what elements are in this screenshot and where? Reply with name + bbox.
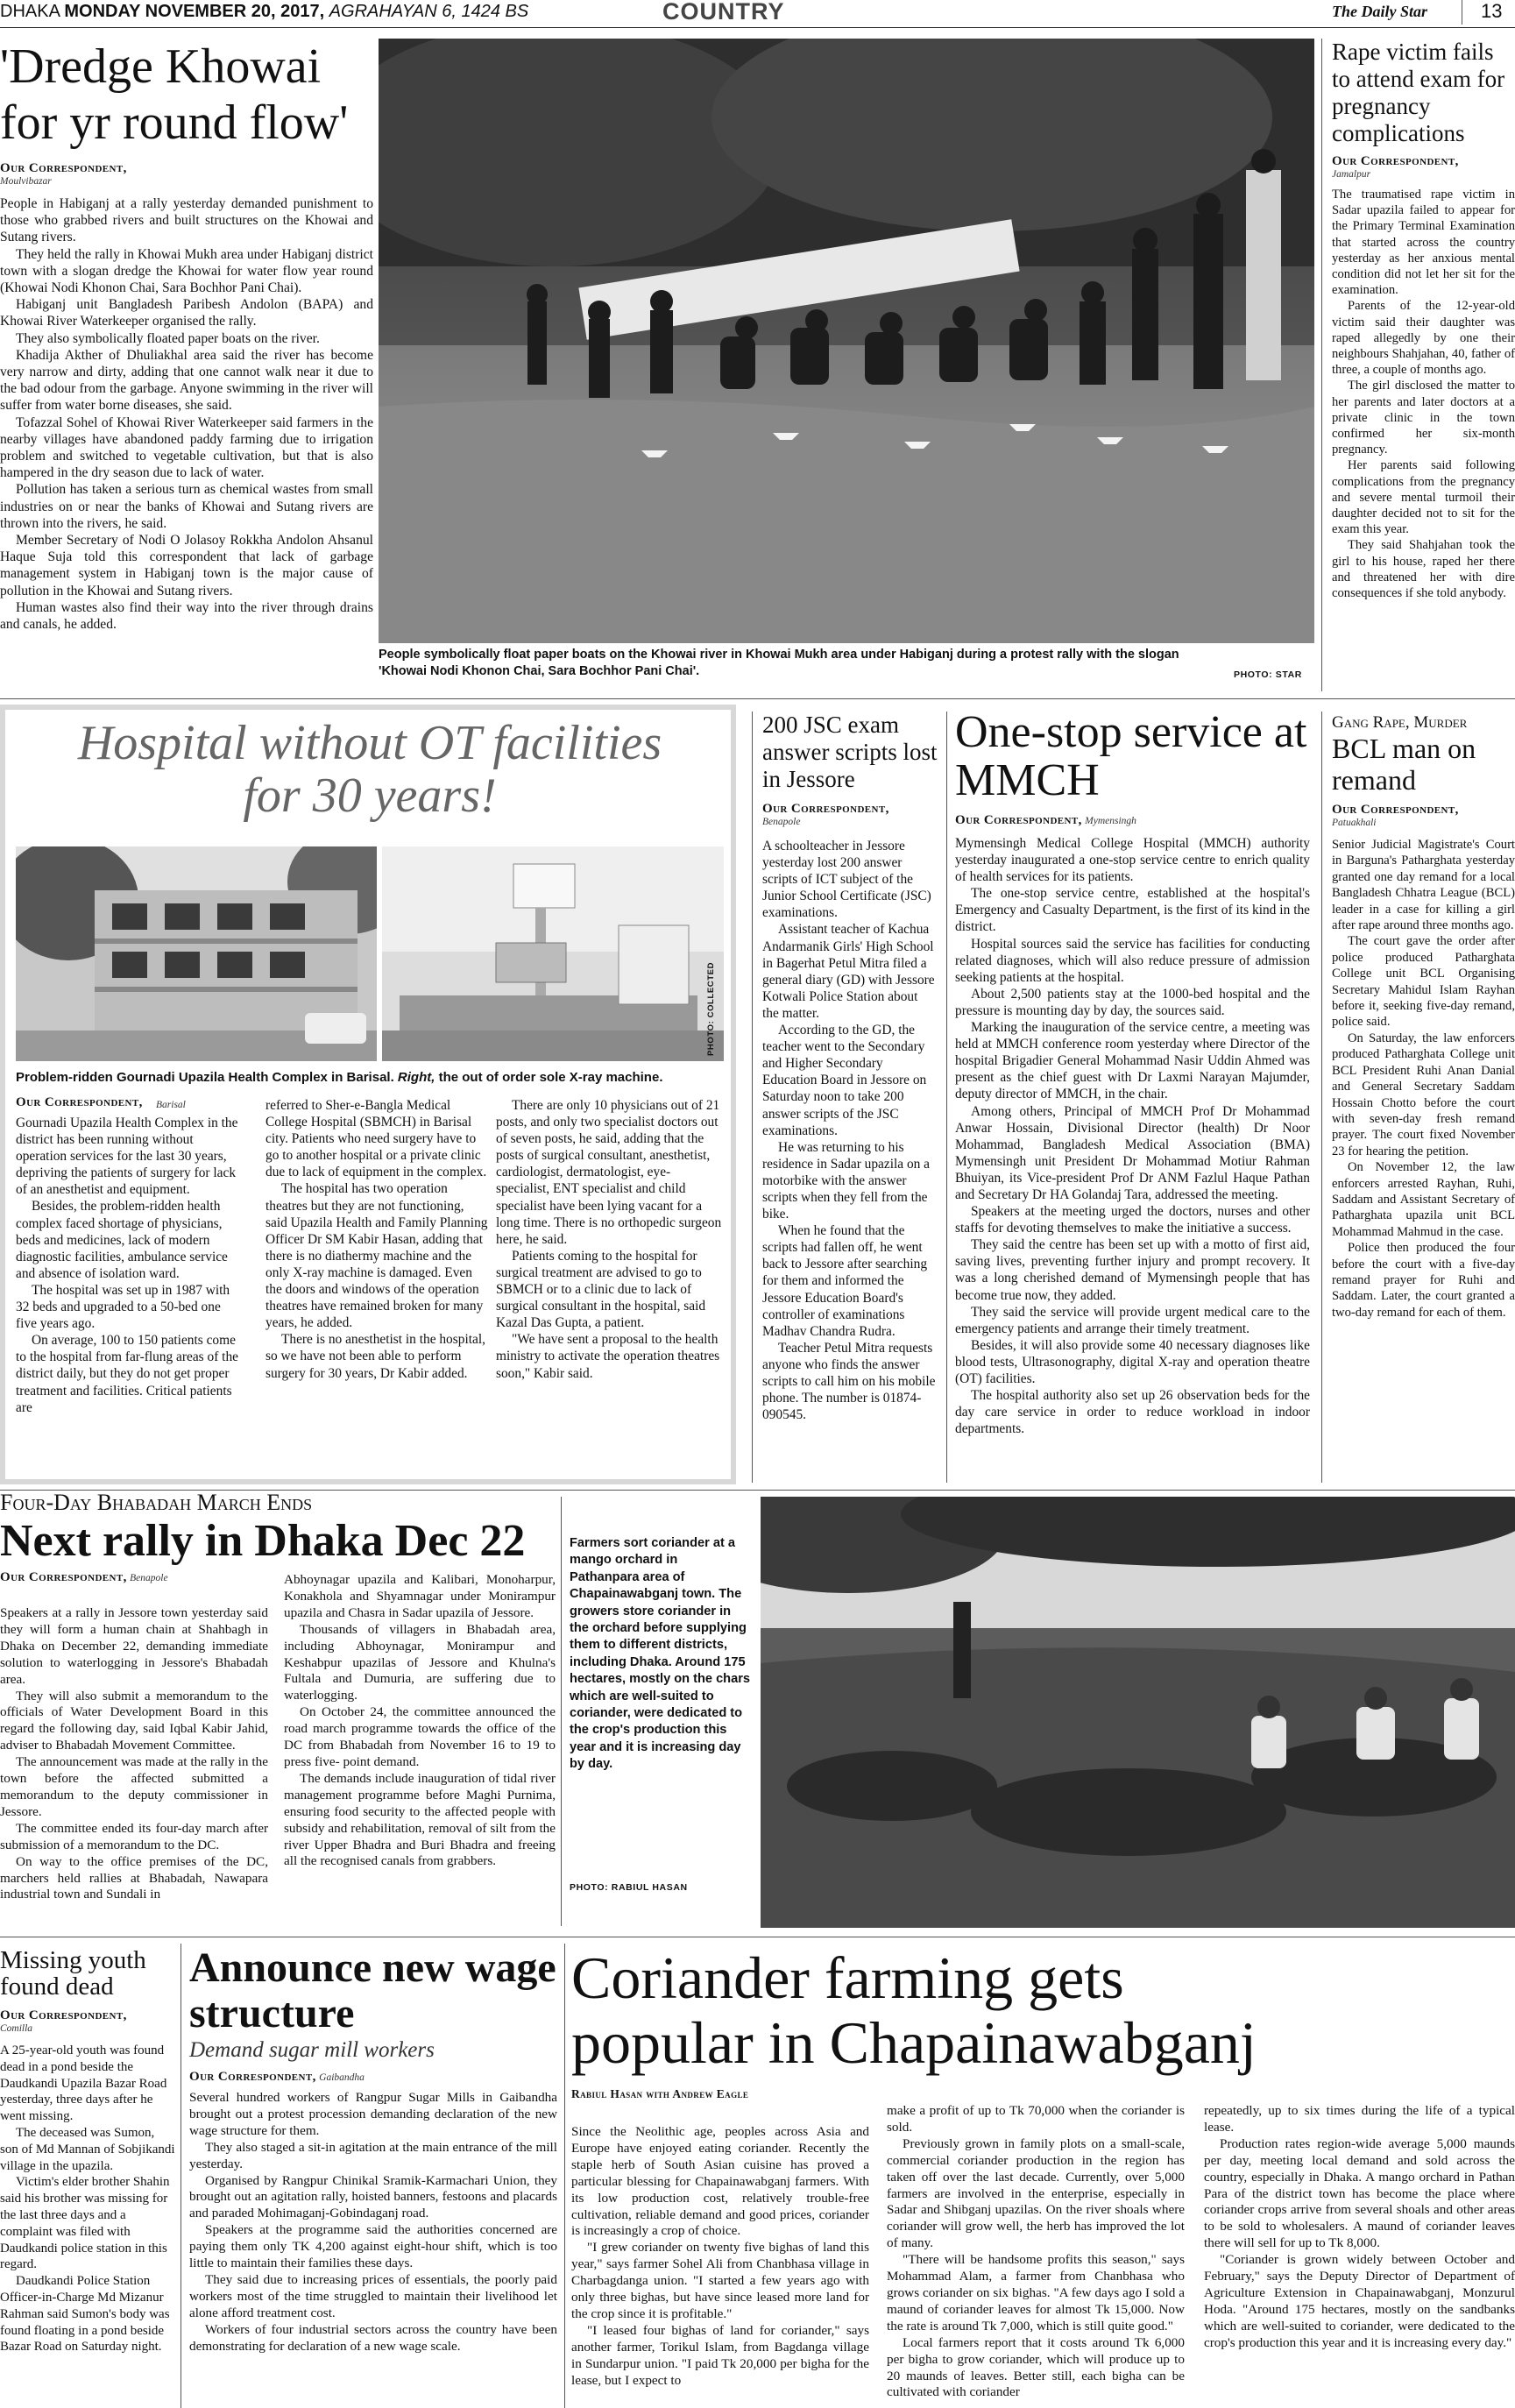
article-body: Mymensingh Medical College Hospital (MMCH) authority yesterday inaugurated a one-stop service centre to enrich quality of health services for its patients. The one-stop service centre, established at the hospital's Emergency and Casualty Department, is the first of its kind in the district. Hospital sources said the service has facilities for conducting related diagnoses, which will also reduce pressure of admission seeking patients at the hospital. About 2,500 patients stay at the 1000-bed hospital and the pressure is mounting day by day, the sources said. Marking the inauguration of the service centre, a meeting was held at MMCH conference room yesterday where Director of the hospital Brigadier General Mohammad Nasir Uddin Ahmed was present as the chief guest with Dr Laxmi Narayan Majumder, deputy director of MMCH, in the chair. Among others, Principal of MMCH Prof Dr Mohammad Anwar Hossain, Divisional Director (health) Dr Noor Mohammad, Bangladesh Medical Association (BMA) Mymensingh unit President Dr Mohammad Motiur Rahman Bhuiyan, its Vice-president Prof Dr ANM Fazlul Haque Pathan and Secretary Dr HA Golandaj Tara, addressed the meeting. Speakers at the meeting urged the doctors, nurses and other staffs for devoting themselves to make the initiative a success. They said the centre has been set up with a motto of first aid, saving lives, preventing further injury and prompt recovery. It was a long cherished demand of Mymensingh people that has become true now, they added. They said the service will provide urgent medical care to the emergency patients and arrange their timely treatment. Besides, it will also provide some 40 necessary diagnoses like blood tests, Ultrasonography, digital X-ray and operation theatre (OT) facilities. The hospital authority also set up 26 observation beds for the day care service in order to reduce workload in indoor departments. — [955, 836, 1310, 1437]
article-body: Several hundred workers of Rangpur Sugar Mills in Gaibandha brought out a protest procession demanding declaration of the new wage structure for them. They also staged a sit-in agitation at the main entrance of the mill yesterday. Organised by Rangpur Chinikal Sramik-Karmachari Union, they brought out an agitation rally, hoisted banners, festoons and placards and paraded Mohimaganj-Gobindaganj road. Speakers at the programme said the authorities concerned are paying them only TK 4,200 against eight-hour shift, which is too little to maintain their families these days. They said due to increasing prices of essentials, the poorly paid workers most of the time struggled to maintain their livelihood let alone afford treatment cost. Workers of four industrial sectors across the country have been demonstrating for declaration of a new wage scale. — [189, 2090, 557, 2354]
byline: Our Correspondent, Patuakhali — [1332, 803, 1459, 828]
hospital-col-3: There are only 10 physicians out of 21 posts, and only two specialist doctors out of seven posts, he said, adding that the posts of surgical consultant, anesthetist, cardiologist, dermatologist, eye-specialist, ENT specialist and child specialist have been lying vacant for a long time. There is no orthopedic surgeon here, he said. Patients coming to the hospital for surgical treatment are advised to go to SBMCH or to a clinic due to lack of surgical consultant in the hospital, said Kazal Das Gupta, a patient. "We have sent a proposal to the health ministry to activate the operation theatres soon," Kabir said. — [496, 1098, 722, 1381]
rally-col-1: Speakers at a rally in Jessore town yesterday said they will form a human chain at Shahbagh in Dhaka on December 22, demanding immediate solution to waterlogging in Jessore's Bhabadah area. They will also submit a memorandum to the officials of Water Development Board in this regard the following day, said Iqbal Kabir Jahid, adviser to Bhabadah Movement Committee. The announcement was made at the rally in the town before the affected submitted a memorandum to the deputy commissioner in Jessore. The committee ended its four-day march after submission of a memorandum to the DC. On way to the office premises of the DC, marchers held rallies at Bhabadah, Nawapara industrial town and Sundali in — [0, 1605, 268, 1902]
byline: Our Correspondent, Benapole — [0, 1570, 168, 1584]
byline: Our Correspondent, Moulvibazar — [0, 161, 127, 187]
headline: Hospital without OT facilities for 30 years! — [77, 716, 662, 823]
article-mmch — [955, 708, 1310, 1437]
byline: Our Correspondent, Gaibandha — [189, 2070, 365, 2084]
headline: 'Dredge Khowai for yr round flow' — [0, 39, 349, 150]
article-bcl-remand — [1332, 713, 1515, 1321]
photo-credit-collected: PHOTO: COLLECTED — [706, 961, 716, 1056]
hospital-col-1: Gournadi Upazila Health Complex in the district has been running without operation services for the last 30 years, depriving the patients of surgery for lack of an anesthetist and equipment. Besides, the problem-ridden health complex faced shortage of physicians, beds and medicines, lack of modern diagnostic facilities, ambulance service and absence of isolation ward. The hospital was set up in 1987 with 32 beds and upgraded to a 50-bed one five years ago. On average, 100 to 150 patients come to the hospital from far-flung areas of the district daily, but they do not get proper treatment and facilities. Critical patients are — [16, 1115, 238, 1415]
headline: Coriander farming gets popular in Chapainawabganj — [571, 1944, 1257, 2076]
photo-health-complex — [16, 846, 377, 1061]
article-wage-structure — [189, 1945, 557, 2355]
headline: Missing youth found dead — [0, 1946, 146, 2001]
coriander-col-3: repeatedly, up to six times during the life of a typical lease. Production rates region-wide average 5,000 maunds per day, meeting local demand and sold across the country, especially in Dhaka. A mango orchard in Pathan Para of the district town has become the place where coriander crops arrive from several shoals and other areas to be sold to wholesalers. A maund of coriander leaves there will sell for up to Tk 8,000. "Coriander is grown widely between October and February," says the Deputy Director of Department of Agriculture Extension in Chapainawabganj, Monzurul Hoda. "Around 175 hectares, mostly on the sandbanks which are well-suited to coriander, were dedicated to the crop's production this year and it is increasing every day." — [1204, 2103, 1515, 2350]
headline: Rape victim fails to attend exam for pregnancy complications — [1332, 39, 1505, 146]
article-body: Senior Judicial Magistrate's Court in Barguna's Patharghata yesterday granted one day remand for a local Bangladesh Chhatra League (BCL) leader in a case for killing a girl after rape around three months ago. The court gave the order after police produced Patharghata College unit BCL Organising Secretary Mahidul Islam Rayhan before it, seeking five-day remand, police said. On Saturday, the law enforcers produced Patharghata College unit BCL President Ruhi Anan Danial and General Secretary Saddam Hossain Chotto before the court with seven-day fresh remand prayer. The court fixed November 23 for hearing the petition. On November 12, the law enforcers arrested Rayhan, Ruhi, Saddam and Assistant Secretary of Patharghata upazila unit BCL Mohammad Mahmud in the case. Police then produced the four before the court with a five-day remand prayer for Ruhi and Saddam. Later, the court granted a two-day remand for each of them. — [1332, 838, 1515, 1320]
hospital-col-2: referred to Sher-e-Bangla Medical College Hospital (SBMCH) in Barisal city. Patients who need surgery have to go to another hospital or a private clinic due to lack of equipment in the complex. The hospital has two operation theatres but they are not functioning, said Upazila Health and Family Planning Officer Dr SM Kabir Hasan, adding that there is no diathermy machine and the only X-ray machine is damaged. Even the doors and windows of the operation theatres have remained broken for many years, he added. There is no anesthetist in the hospital, so we have not been able to perform surgery for 30 years, Dr Kabir added. — [265, 1098, 488, 1381]
photo-xray-machine — [382, 846, 724, 1061]
byline: Our Correspondent, Mymensingh — [955, 813, 1136, 827]
masthead: The Daily Star — [1332, 3, 1428, 20]
kicker: Gang Rape, Murder — [1332, 713, 1468, 732]
article-missing-youth — [0, 1947, 175, 2355]
coriander-col-1: Since the Neolithic age, peoples across Asia and Europe have enjoyed eating coriander. Recently the staple herb of South Asian cuisine has proved a particular blessing for Chapainawabganj farmers. With its low production cost, relatively trouble-free cultivation, reliable demand and good prices, coriander is increasingly a crop of choice. "I grew coriander on twenty five bighas of land this year," says farmer Sohel Ali from Chanbhasa village in Charbagdanga union. "I started a few years ago with only three bighas, but have since leased more land for the crop since it is profitable." "I leased four bighas of land for coriander," says another farmer, Torikul Islam, from Bagdanga village in Sundarpur union. "I paid Tk 20,000 per bigha for the lease, but I expect to — [571, 2124, 869, 2388]
caption-coriander-sorting: Farmers sort coriander at a mango orchard in Pathanpara area of Chapainawabganj town. The growers store coriander in the orchard before supplying them to different districts, including Dhaka. Around 175 hectares, mostly on the chars which are well-suited to coriander, were dedicated to the crop's production this year and it is increasing day by day. — [570, 1536, 751, 1772]
article-coriander — [571, 1945, 1515, 2101]
dateline: DHAKA MONDAY NOVEMBER 20, 2017, AGRAHAYAN 6, 1424 BS — [0, 2, 529, 21]
byline: Rabiul Hasan with Andrew Eagle — [571, 2087, 749, 2100]
byline: Our Correspondent, Comilla — [0, 2008, 127, 2034]
headline: BCL man on remand — [1332, 733, 1476, 796]
caption-hospital: Problem-ridden Gournadi Upazila Health Complex in Barisal. Right, the out of order sole X-ray machine. — [16, 1070, 663, 1085]
article-hospital — [16, 717, 724, 822]
kicker: Four-Day Bhabadah March Ends — [0, 1490, 313, 1515]
headline: 200 JSC exam answer scripts lost in Jessore — [762, 712, 938, 792]
headline: Next rally in Dhaka Dec 22 — [0, 1516, 526, 1566]
byline-place: Barisal — [156, 1100, 186, 1110]
coriander-col-2: make a profit of up to Tk 70,000 when the coriander is sold. Previously grown in family plots on a small-scale, commercial coriander production in the region has taken off over the last decade. Currently, over 5,000 farmers are involved in the enterprise, especially in Sadar and Shibganj upazilas. On the river shoals where coriander will grow well, the herb has improved the lot of many. "There will be handsome profits this season," says Mohammad Alam, a farmer from Chanbhasa who grows coriander on six bighas. "A few days ago I sold a maund of coriander leaves for almost Tk 15,000. Now the rate is around Tk 7,000, which is still quite good." Local farmers report that it costs around Tk 6,000 per bigha to grow coriander, which will produce up to 20 maunds of leaves. Better still, each bigha can be cultivated with coriander — [887, 2103, 1185, 2400]
caption-paper-boats: People symbolically float paper boats on the Khowai river in Khowai Mukh area under Habiganj during a protest rally with the slogan 'Khowai Nodi Khonon Chai, Sara Bochhor Pani Chai'. — [379, 648, 1179, 678]
rally-col-2: Abhoynagar upazila and Kalibari, Monoharpur, Konakhola and Shyamnagar under Monirampur upazila and Chasra in Sadar upazila of Jessore. Thousands of villagers in Bhabadah area, including Abhoynagar, Monirampur and Keshabpur upazilas of Jessore and Khulna's Fultala and Dumuria, are suffering due to waterlogging. On October 24, the committee announced the road march programme towards the office of the DC from Bhabadah from November 16 to 19 to press five- point demand. The demands include inauguration of tidal river management programme before Maghi Purnima, ensuring food security to the affected people with subsidy and rehabilitation, removal of silt from the river Upper Bhadra and Buri Bhadra and freeing all the recognised canals from grabbers. — [284, 1572, 556, 1869]
subhead: Demand sugar mill workers — [189, 2038, 435, 2062]
article-body: The traumatised rape victim in Sadar upazila failed to appear for the Primary Terminal Examination that started across the country yesterday as her anxious mental condition did not let her sit for the examination. Parents of the 12-year-old victim said their daughter was raped allegedly by one their neighbours Shahjahan, 40, father of three, a couple of months ago. The girl disclosed the matter to her parents and later doctors at a private clinic in the town confirmed her six-month pregnancy. Her parents said following complications from the pregnancy and severe mental turmoil their daughter decided not to sit for the exam this year. They said Shahjahan took the girl to his house, raped her there and threatened her with dire consequences if she told anybody. — [1332, 188, 1515, 601]
page-number: 13 — [1481, 0, 1503, 22]
section-label: COUNTRY — [662, 0, 785, 25]
photo-credit-star: PHOTO: STAR — [1234, 669, 1302, 680]
byline: Our Correspondent, Jamalpur — [1332, 154, 1459, 180]
article-body: People in Habiganj at a rally yesterday demanded punishment to those who grabbed rivers and built structures on the Khowai and Sutang rivers. They held the rally in Khowai Mukh area under Habiganj district town with a slogan dredge the Khowai for water flow year round (Khowai Nodi Khonon Chai, Sara Bochhor Pani Chai). Habiganj unit Bangladesh Paribesh Andolon (BAPA) and Khowai River Waterkeeper organised the rally. They also symbolically floated paper boats on the river. Khadija Akther of Dhuliakhal area said the river has become very narrow and dirty, adding that one cannot walk near it due to the bad odour from the garbage. Anyone swimming in the river will suffer from water borne diseases, she said. Tofazzal Sohel of Khowai River Waterkeeper said farmers in the nearby villages have abandoned paddy farming due to irrigation problem and switched to vegetable cultivation, but that is also hampered in the dry season due to lack of water. Pollution has taken a serious turn as chemical wastes from small industries on or near the banks of Khowai and Sutang rivers are thrown into the rivers, he said. Member Secretary of Nodi O Jolasoy Rokkha Andolon Ahsanul Haque Suja told this correspondent that lack of garbage management system in Habiganj town is the major cause of pollution in the Khowai and Sutang rivers. Human wastes also find their way into the river through drains and canals, he added. — [0, 196, 373, 633]
photo-coriander-orchard — [761, 1497, 1515, 1928]
article-dredge-khowai — [0, 39, 373, 691]
byline: Our Correspondent, Benapole — [762, 802, 889, 827]
headline: One-stop service at MMCH — [955, 707, 1307, 805]
photo-credit-rabiul: PHOTO: RABIUL HASAN — [570, 1882, 688, 1893]
byline: Our Correspondent, — [16, 1095, 143, 1109]
article-body: A 25-year-old youth was found dead in a pond beside the Daudkandi Upazila Bazar Road yesterday, three days after he went missing. The deceased was Sumon, son of Md Mannan of Sobjikandi village in the upazila. Victim's elder brother Shahin said his brother was missing for the last three days and a complaint was filed with Daudkandi police station in this regard. Daudkandi Police Station Officer-in-Charge Md Mizanur Rahman said Sumon's body was found floating in a pond beside Bazar Road on Saturday night. — [0, 2043, 175, 2355]
article-jsc-scripts — [762, 712, 938, 1423]
article-body: A schoolteacher in Jessore yesterday lost 200 answer scripts of ICT subject of the Junior School Certificate (JSC) examinations. Assistant teacher of Kachua Andarmanik Girls' High School in Bagerhat Petul Mitra filed a general diary (GD) with Jessore Kotwali Police Station about the matter. According to the GD, the teacher went to the Secondary and Higher Secondary Education Board in Jessore on Saturday noon to take 200 answer scripts of the JSC examinations. He was returning to his residence in Sadar upazila on a motorbike with the answer scripts when they fell from the bike. When he found that the scripts had fallen off, he went back to Jessore after searching for them and informed the Jessore Education Board's controller of examinations Madhav Chandra Rudra. Teacher Petul Mitra requests anyone who finds the answer scripts to call him on his mobile phone. The number is 01874-090545. — [762, 839, 936, 1423]
article-rape-victim — [1332, 39, 1515, 691]
page-header — [0, 0, 1515, 26]
article-next-rally — [0, 1490, 561, 1585]
headline: Announce new wage structure — [189, 1944, 556, 2036]
photo-paper-boats-rally — [379, 39, 1314, 643]
